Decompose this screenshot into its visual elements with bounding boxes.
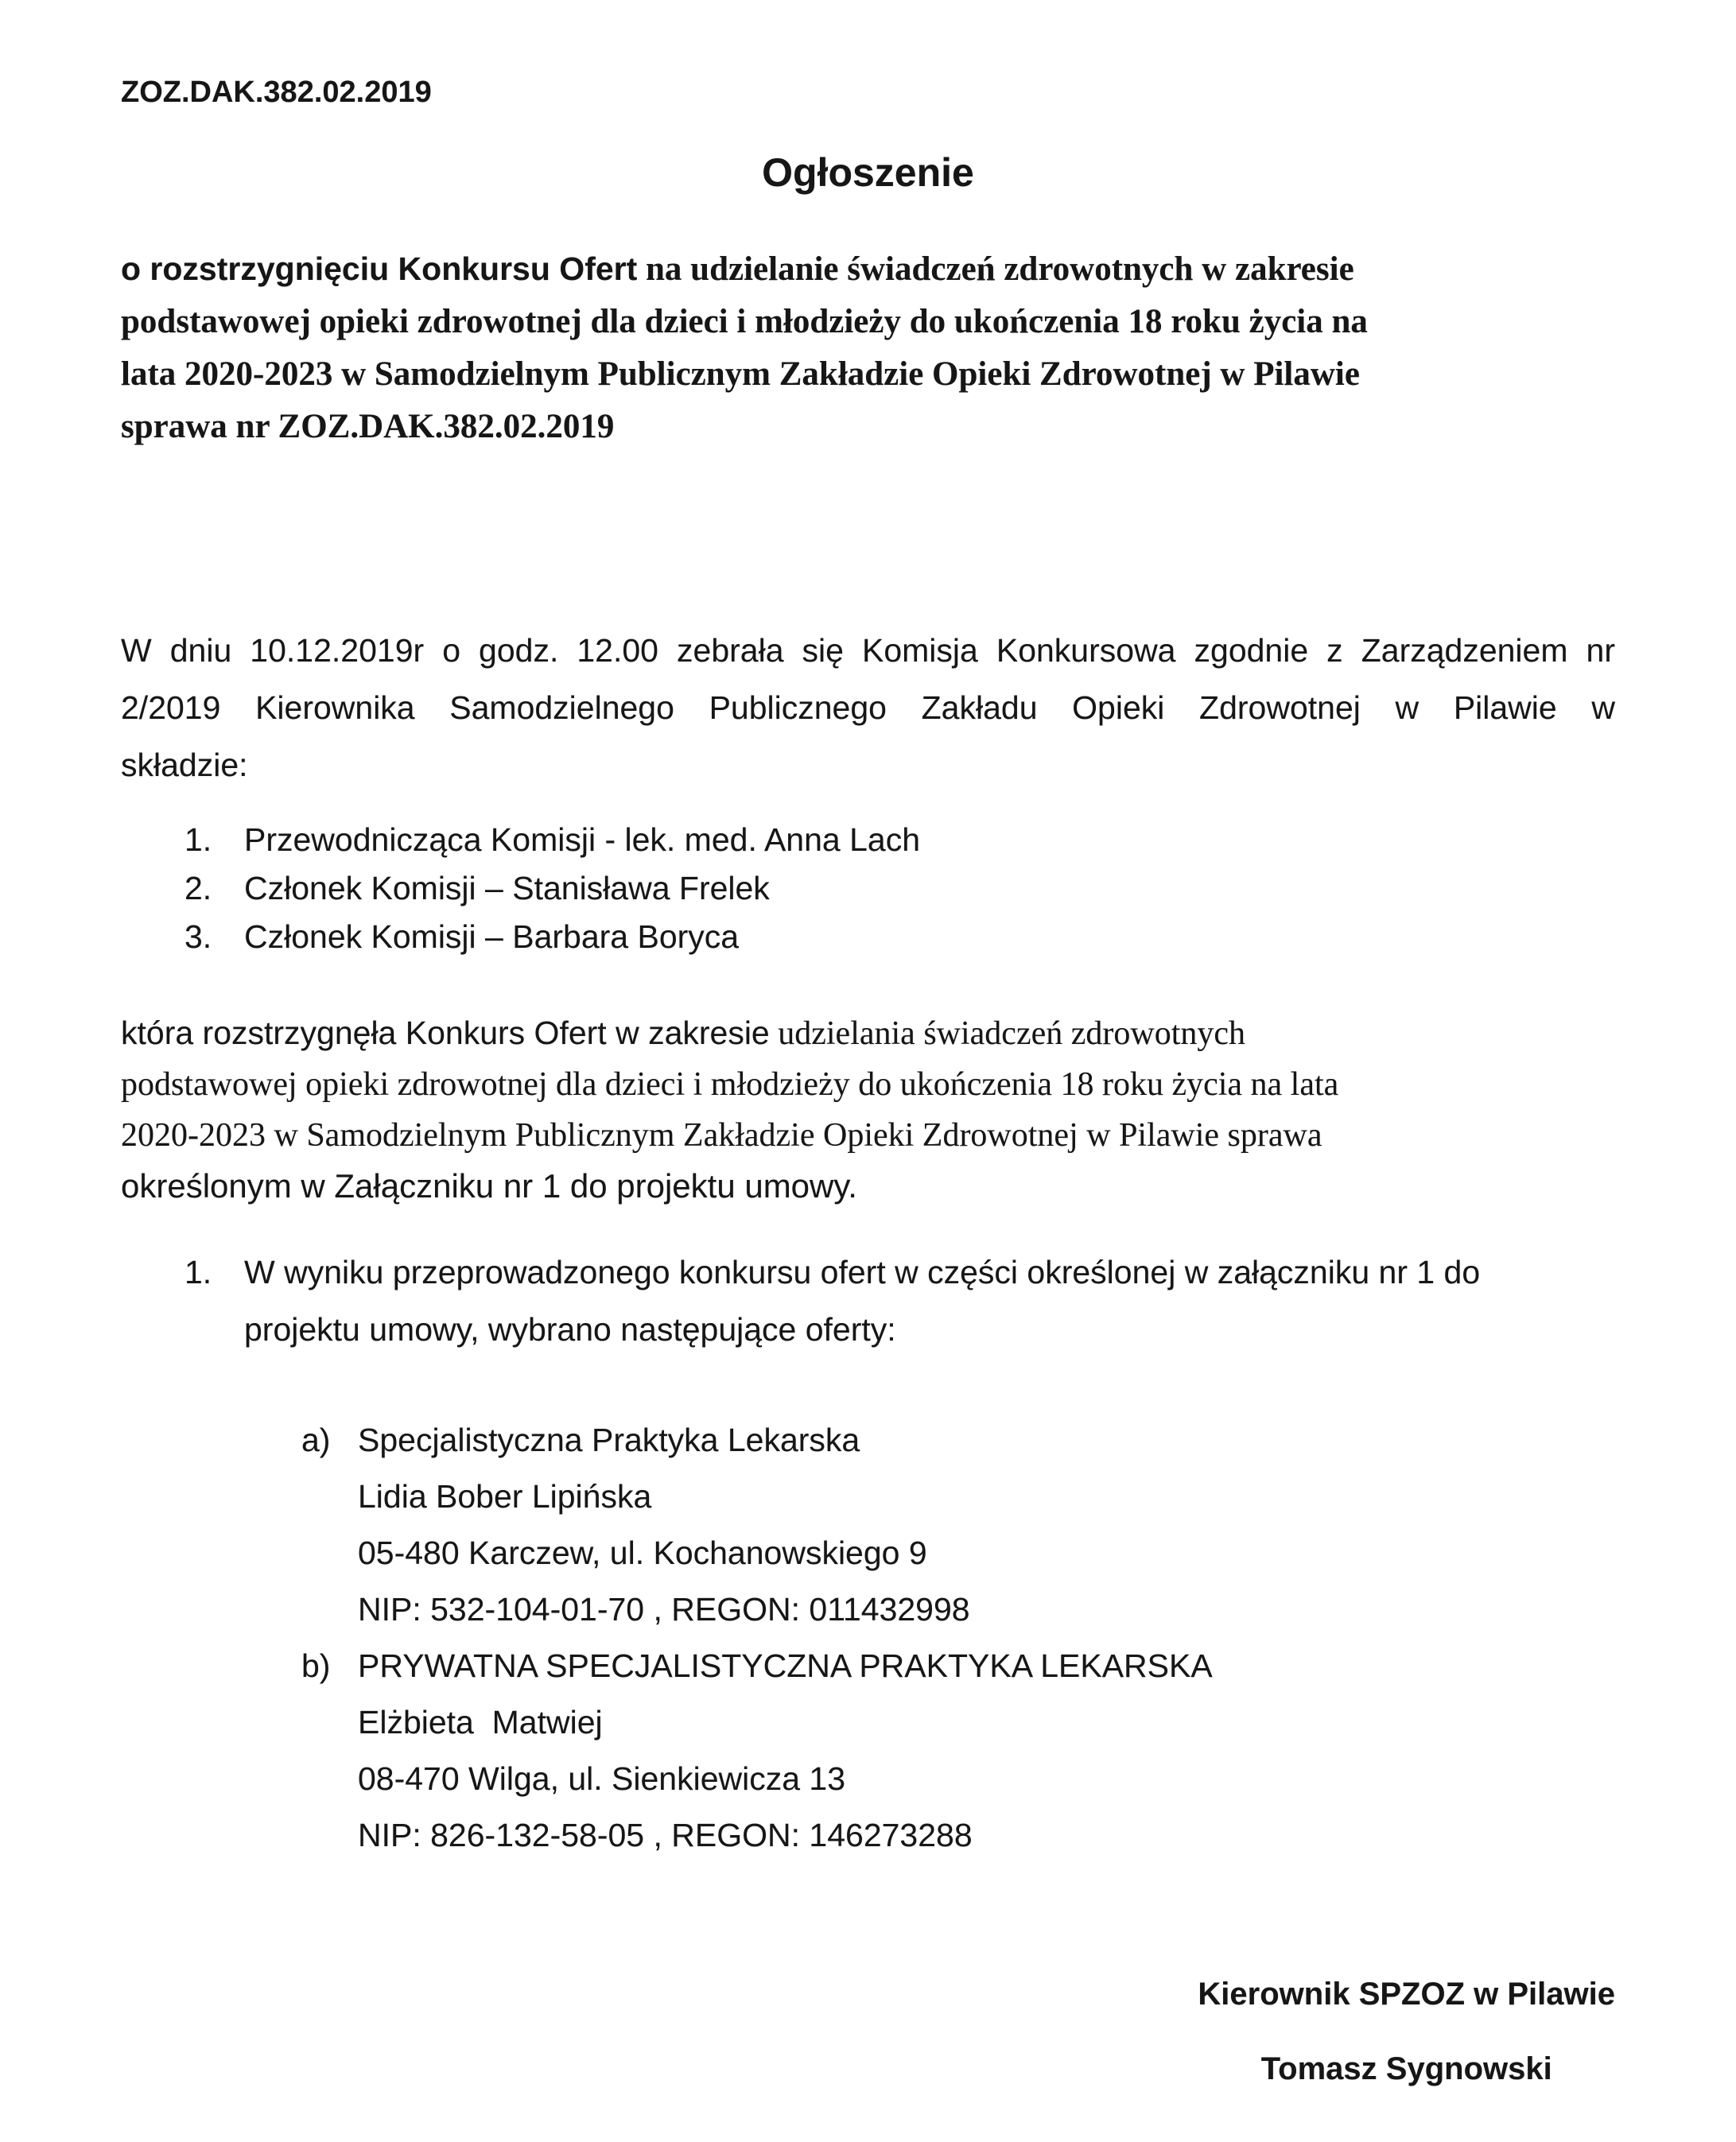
commission-paragraph-line: składzie: bbox=[121, 746, 248, 783]
list-marker: 2. bbox=[184, 869, 212, 906]
list-marker: 3. bbox=[184, 918, 212, 955]
list-marker: 1. bbox=[184, 1253, 212, 1290]
resolution-line1-serif-segment: udzielania świadczeń zdrowotnych bbox=[769, 1015, 1246, 1052]
intro-line: podstawowej opieki zdrowotnej dla dzieci i młodzieży do ukończenia 18 roku życia na bbox=[121, 302, 1368, 340]
offers-list bbox=[121, 1412, 1615, 1864]
intro-line bbox=[121, 243, 1615, 296]
offer-item bbox=[121, 1412, 1615, 1638]
list-item bbox=[121, 913, 1615, 961]
intro-paragraph bbox=[121, 243, 1615, 453]
commission-paragraph-line: 2/2019 Kierownika Samodzielnego Publicznego Zakładu Opieki Zdrowotnej w Pilawie w bbox=[121, 689, 1615, 726]
offer-item bbox=[121, 1638, 1615, 1864]
result-item-text bbox=[244, 1244, 1615, 1358]
commission-paragraph bbox=[121, 622, 1615, 794]
offer-address: 05-480 Karczew, ul. Kochanowskiego 9 bbox=[358, 1534, 927, 1571]
offer-name: PRYWATNA SPECJALISTYCZNA PRAKTYKA LEKARSKA bbox=[358, 1647, 1213, 1684]
list-marker: 1. bbox=[184, 821, 212, 858]
result-item-line: W wyniku przeprowadzonego konkursu ofert w części określonej w załączniku nr 1 do bbox=[244, 1253, 1481, 1290]
offer-details bbox=[358, 1638, 1615, 1864]
signature-block bbox=[1198, 1975, 1615, 2088]
resolution-paragraph bbox=[121, 1007, 1615, 1212]
offer-marker: b) bbox=[301, 1647, 331, 1684]
list-item-text: Przewodnicząca Komisji - lek. med. Anna Lach bbox=[244, 821, 921, 858]
offer-address: 08-470 Wilga, ul. Sienkiewicza 13 bbox=[358, 1760, 846, 1797]
document-title: Ogłoszenie bbox=[762, 149, 974, 195]
offer-name: Specjalistyczna Praktyka Lekarska bbox=[358, 1421, 860, 1458]
signature-role: Kierownik SPZOZ w Pilawie bbox=[1198, 1976, 1615, 2012]
list-item-text: Członek Komisji – Barbara Boryca bbox=[244, 918, 740, 955]
commission-members-list bbox=[121, 816, 1615, 961]
intro-line: sprawa nr ZOZ.DAK.382.02.2019 bbox=[121, 407, 615, 445]
reference-number: ZOZ.DAK.382.02.2019 bbox=[121, 76, 432, 109]
intro-line: lata 2020-2023 w Samodzielnym Publicznym Zakładzie Opieki Zdrowotnej w Pilawie bbox=[121, 355, 1360, 393]
offer-nip-regon: NIP: 826-132-58-05 , REGON: 146273288 bbox=[358, 1816, 973, 1853]
intro-line1-serif-segment: na udzielanie świadczeń zdrowotnych w zakresie bbox=[637, 250, 1354, 288]
offer-marker: a) bbox=[301, 1421, 331, 1458]
commission-paragraph-line: W dniu 10.12.2019r o godz. 12.00 zebrała się Komisja Konkursowa zgodnie z Zarządzeniem nr bbox=[121, 631, 1615, 669]
resolution-line1-sans-segment: która rozstrzygnęła Konkurs Ofert w zakresie bbox=[121, 1014, 770, 1051]
offer-person: Elżbieta Matwiej bbox=[358, 1703, 603, 1740]
result-item bbox=[121, 1244, 1615, 1358]
list-item-text: Członek Komisji – Stanisława Frelek bbox=[244, 869, 770, 906]
result-item-line: projektu umowy, wybrano następujące oferty: bbox=[244, 1310, 896, 1348]
resolution-paragraph-line: 2020-2023 w Samodzielnym Publicznym Zakładzie Opieki Zdrowotnej w Pilawie sprawa bbox=[121, 1116, 1322, 1154]
offer-person: Lidia Bober Lipińska bbox=[358, 1477, 652, 1515]
offer-details bbox=[358, 1412, 1615, 1638]
list-item bbox=[121, 864, 1615, 913]
resolution-paragraph-line: określonym w Załączniku nr 1 do projektu umowy. bbox=[121, 1166, 857, 1205]
intro-line1-sans-segment: o rozstrzygnięciu Konkursu Ofert bbox=[121, 250, 638, 287]
signature-name: Tomasz Sygnowski bbox=[1260, 2051, 1552, 2086]
resolution-paragraph-line bbox=[121, 1007, 1615, 1059]
resolution-paragraph-line: podstawowej opieki zdrowotnej dla dzieci i młodzieży do ukończenia 18 roku życia na lata bbox=[121, 1065, 1339, 1103]
list-item bbox=[121, 816, 1615, 864]
offer-nip-regon: NIP: 532-104-01-70 , REGON: 011432998 bbox=[358, 1590, 970, 1628]
